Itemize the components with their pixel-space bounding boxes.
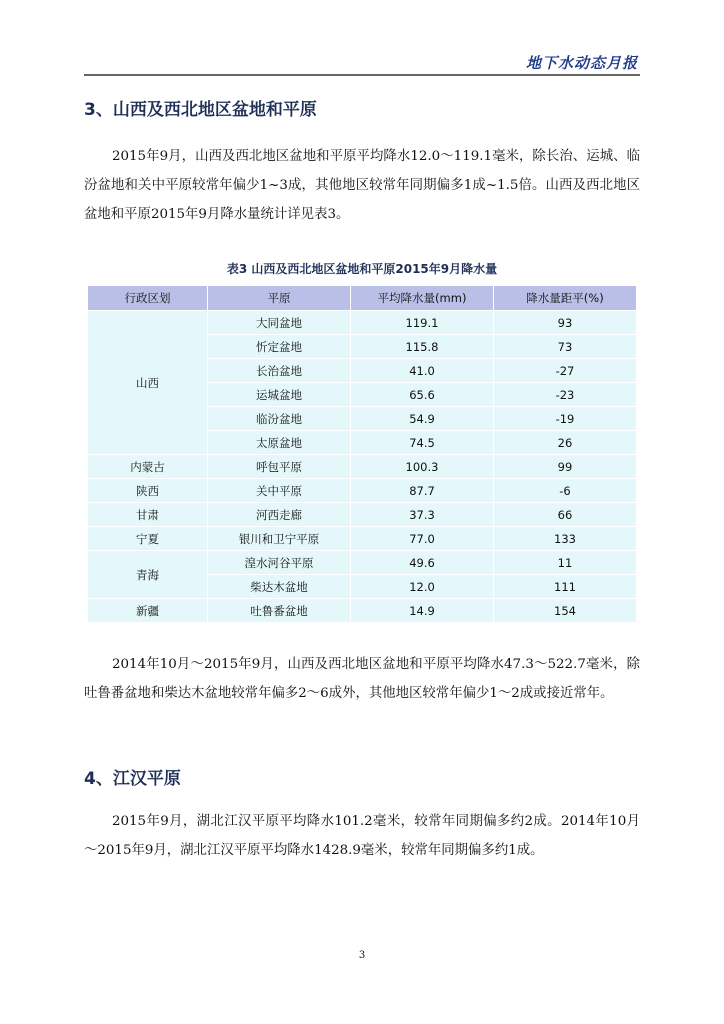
anomaly-cell: 11 <box>494 551 637 575</box>
plain-cell: 柴达木盆地 <box>208 575 351 599</box>
plain-cell: 长治盆地 <box>208 359 351 383</box>
plain-cell: 太原盆地 <box>208 431 351 455</box>
region-cell: 甘肃 <box>88 503 208 527</box>
section-4-heading: 4、江汉平原 <box>84 769 181 789</box>
table-row <box>88 599 637 623</box>
rainfall-cell: 12.0 <box>351 575 494 599</box>
rainfall-cell: 41.0 <box>351 359 494 383</box>
anomaly-cell: 73 <box>494 335 637 359</box>
anomaly-cell: -27 <box>494 359 637 383</box>
region-cell: 新疆 <box>88 599 208 623</box>
page-number: 3 <box>358 950 366 961</box>
plain-cell: 忻定盆地 <box>208 335 351 359</box>
rainfall-cell: 77.0 <box>351 527 494 551</box>
precipitation-table <box>87 285 637 623</box>
table-row <box>88 479 637 503</box>
rainfall-cell: 87.7 <box>351 479 494 503</box>
plain-cell: 银川和卫宁平原 <box>208 527 351 551</box>
column-header-rainfall: 平均降水量(mm) <box>351 286 494 311</box>
table-header-row <box>88 286 637 311</box>
header-divider <box>84 74 640 76</box>
anomaly-cell: 26 <box>494 431 637 455</box>
table-row <box>88 527 637 551</box>
section-4-paragraph-1: 2015年9月，湖北江汉平原平均降水101.2毫米，较常年同期偏多约2成。2014年10月～2015年9月，湖北江汉平原平均降水1428.9毫米，较常年同期偏多约1成。 <box>84 814 640 858</box>
table-row <box>88 503 637 527</box>
rainfall-cell: 100.3 <box>351 455 494 479</box>
plain-cell: 湟水河谷平原 <box>208 551 351 575</box>
rainfall-cell: 14.9 <box>351 599 494 623</box>
region-cell: 青海 <box>88 551 208 599</box>
anomaly-cell: 133 <box>494 527 637 551</box>
anomaly-cell: 111 <box>494 575 637 599</box>
region-cell: 山西 <box>88 311 208 455</box>
anomaly-cell: -6 <box>494 479 637 503</box>
section-3-heading: 3、山西及西北地区盆地和平原 <box>84 100 317 120</box>
table-3-caption: 表3 山西及西北地区盆地和平原2015年9月降水量 <box>226 262 498 276</box>
section-3-paragraph-1: 2015年9月，山西及西北地区盆地和平原平均降水12.0～119.1毫米，除长治、运城、临汾盆地和关中平原较常年偏少1~3成，其他地区较常年同期偏多1成~1.5倍。山西及西北地区盆地和平原2015年9月降水量统计详见表3。 <box>84 149 640 222</box>
report-title: 地下水动态月报 <box>525 54 638 72</box>
rainfall-cell: 115.8 <box>351 335 494 359</box>
section-3-paragraph-2: 2014年10月～2015年9月，山西及西北地区盆地和平原平均降水47.3～522.7毫米，除吐鲁番盆地和柴达木盆地较常年偏多2～6成外，其他地区较常年偏少1～2成或接近常年。 <box>84 657 640 701</box>
column-header-anomaly: 降水量距平(%) <box>494 286 637 311</box>
region-cell: 宁夏 <box>88 527 208 551</box>
table-row <box>88 455 637 479</box>
table-row <box>88 551 637 575</box>
anomaly-cell: 93 <box>494 311 637 335</box>
region-cell: 陕西 <box>88 479 208 503</box>
region-cell: 内蒙古 <box>88 455 208 479</box>
rainfall-cell: 74.5 <box>351 431 494 455</box>
plain-cell: 大同盆地 <box>208 311 351 335</box>
plain-cell: 运城盆地 <box>208 383 351 407</box>
plain-cell: 临汾盆地 <box>208 407 351 431</box>
anomaly-cell: -23 <box>494 383 637 407</box>
rainfall-cell: 65.6 <box>351 383 494 407</box>
column-header-region: 行政区划 <box>88 286 208 311</box>
anomaly-cell: 66 <box>494 503 637 527</box>
plain-cell: 河西走廊 <box>208 503 351 527</box>
table-row <box>88 311 637 335</box>
anomaly-cell: 154 <box>494 599 637 623</box>
plain-cell: 呼包平原 <box>208 455 351 479</box>
plain-cell: 吐鲁番盆地 <box>208 599 351 623</box>
rainfall-cell: 49.6 <box>351 551 494 575</box>
plain-cell: 关中平原 <box>208 479 351 503</box>
anomaly-cell: -19 <box>494 407 637 431</box>
anomaly-cell: 99 <box>494 455 637 479</box>
rainfall-cell: 119.1 <box>351 311 494 335</box>
column-header-plain: 平原 <box>208 286 351 311</box>
rainfall-cell: 54.9 <box>351 407 494 431</box>
rainfall-cell: 37.3 <box>351 503 494 527</box>
